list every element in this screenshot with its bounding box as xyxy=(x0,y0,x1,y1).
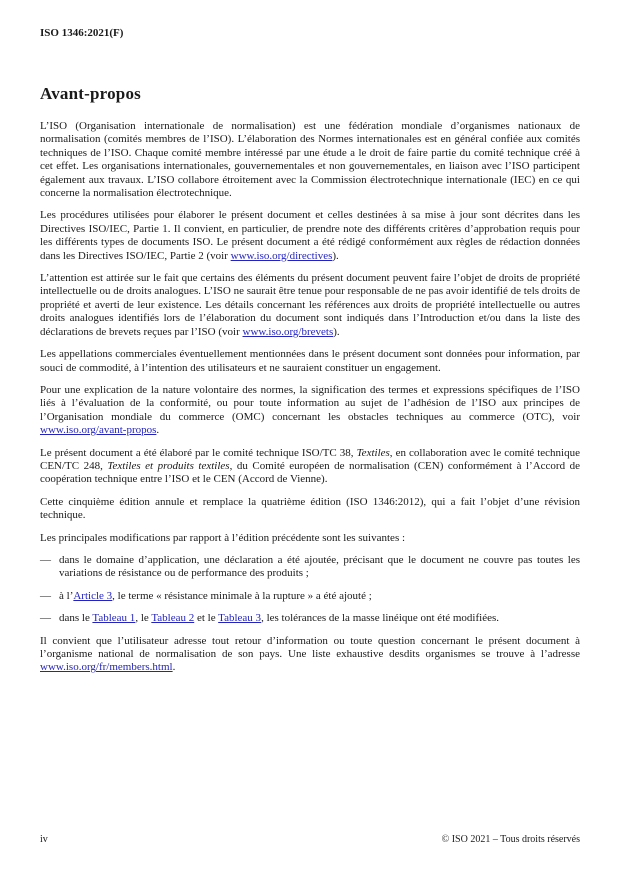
paragraph: L’attention est attirée sur le fait que certains des éléments du présent document peuvent faire l’objet de droits de propriété intellectuelle ou de droits analogues. L’ISO ne saurait être tenue pour responsable de ne pas avoir identifié de tels droits de propriété et averti de leur existence. Les détails concernant les références aux droits de propriété intellectuelle ou autres droits analogues identifiés lors de l’élaboration du document sont indiqués dans l’Introduction et/ou dans la liste des déclarations de brevets reçues par l’ISO (voir www.iso.org/brevets). xyxy=(40,272,580,338)
paragraph: Cette cinquième édition annule et remplace la quatrième édition (ISO 1346:2012), qui a fait l’objet d’une révision technique. xyxy=(40,495,580,522)
page-header xyxy=(40,27,123,39)
list-item xyxy=(40,554,580,581)
italic-text: Textiles et produits textiles xyxy=(107,459,230,472)
hyperlink[interactable]: Tableau 3 xyxy=(218,612,262,625)
paragraph: Les appellations commerciales éventuellement mentionnées dans le présent document sont données pour information, par souci de commodité, à l’intention des utilisateurs et ne sauraient constituer un engagement. xyxy=(40,348,580,374)
italic-text: Textiles xyxy=(356,446,390,459)
list-dash-marker: — xyxy=(40,553,51,566)
list-dash-marker: — xyxy=(40,612,51,625)
paragraph: Pour une explication de la nature volontaire des normes, la signification des termes et expressions spécifiques de l’ISO liés à l’évaluation de la conformité, ou pour toute information au sujet de l’adhésion de l’ISO aux principes de l’Organisation mondiale du commerce (OMC) concernant les obstacles techniques au commerce (OTC), voir www.iso.org/avant-propos. xyxy=(40,383,580,437)
list-item xyxy=(40,590,580,603)
list-item xyxy=(40,612,580,625)
paragraph: Les principales modifications par rapport à l’édition précédente sont les suivantes : xyxy=(40,531,406,544)
paragraph: Les procédures utilisées pour élaborer le présent document et celles destinées à sa mise à jour sont décrites dans les Directives ISO/IEC, Partie 1. Il convient, en particulier, de prendre note des différents critères d’approbation requis pour les différents types de documents ISO. Le présent document a été rédigé conformément aux règles de rédaction données dans les Directives ISO/IEC, Partie 2 (voir www.iso.org/directives). xyxy=(40,209,580,262)
hyperlink[interactable]: www.iso.org/directives xyxy=(230,249,333,262)
paragraph: Le présent document a été élaboré par le comité technique ISO/TC 38, Textiles, en collaboration avec le comité technique CEN/TC 248, Textiles et produits textiles, du Comité européen de normalisation (CEN) conformément à l’Accord de coopération technique entre l’ISO et le CEN (Accord de Vienne). xyxy=(40,446,580,486)
list-dash-marker: — xyxy=(40,589,51,602)
page-number: iv xyxy=(40,834,48,845)
hyperlink[interactable]: Tableau 1 xyxy=(92,612,136,625)
paragraph: Il convient que l’utilisateur adresse tout retour d’information ou toute question concernant le présent document à l’organisme national de normalisation de son pays. Une liste exhaustive desdits organismes se trouve à l’adresse www.iso.org/fr/members.html. xyxy=(40,634,580,674)
copyright-notice: © ISO 2021 – Tous droits réservés xyxy=(441,834,580,845)
list-item-text: à l’Article 3, le terme « résistance minimale à la rupture » a été ajouté ; xyxy=(59,589,372,602)
hyperlink[interactable]: Tableau 2 xyxy=(151,612,195,625)
paragraph: L’ISO (Organisation internationale de normalisation) est une fédération mondiale d’organismes nationaux de normalisation (comités membres de l’ISO). L’élaboration des Normes internationales est en général confiée aux comités techniques de l’ISO. Chaque comité membre intéressé par une étude a le droit de faire partie du comité technique créé à cet effet. Les organisations internationales, gouvernementales et non gouvernementales, en liaison avec l’ISO participent également aux travaux. L’ISO collabore étroitement avec la Commission électrotechnique internationale (IEC) en ce qui concerne la normalisation électrotechnique. xyxy=(40,120,580,200)
hyperlink[interactable]: www.iso.org/brevets xyxy=(242,325,334,338)
hyperlink[interactable]: www.iso.org/fr/members.html xyxy=(40,661,173,674)
hyperlink[interactable]: Article 3 xyxy=(73,589,113,602)
page-footer xyxy=(40,834,580,845)
section-title: Avant-propos xyxy=(40,84,141,103)
hyperlink[interactable]: www.iso.org/avant-propos xyxy=(40,424,157,437)
list-item-text: dans le domaine d’application, une déclaration a été ajoutée, précisant que le document ne couvre pas toutes les variations de résistance ou de performance des produits ; xyxy=(59,553,580,580)
list-item-text: dans le Tableau 1, le Tableau 2 et le Tableau 3, les tolérances de la masse linéique ont été modifiées. xyxy=(59,612,500,625)
document-content xyxy=(40,120,580,684)
document-reference: ISO 1346:2021(F) xyxy=(40,27,124,39)
